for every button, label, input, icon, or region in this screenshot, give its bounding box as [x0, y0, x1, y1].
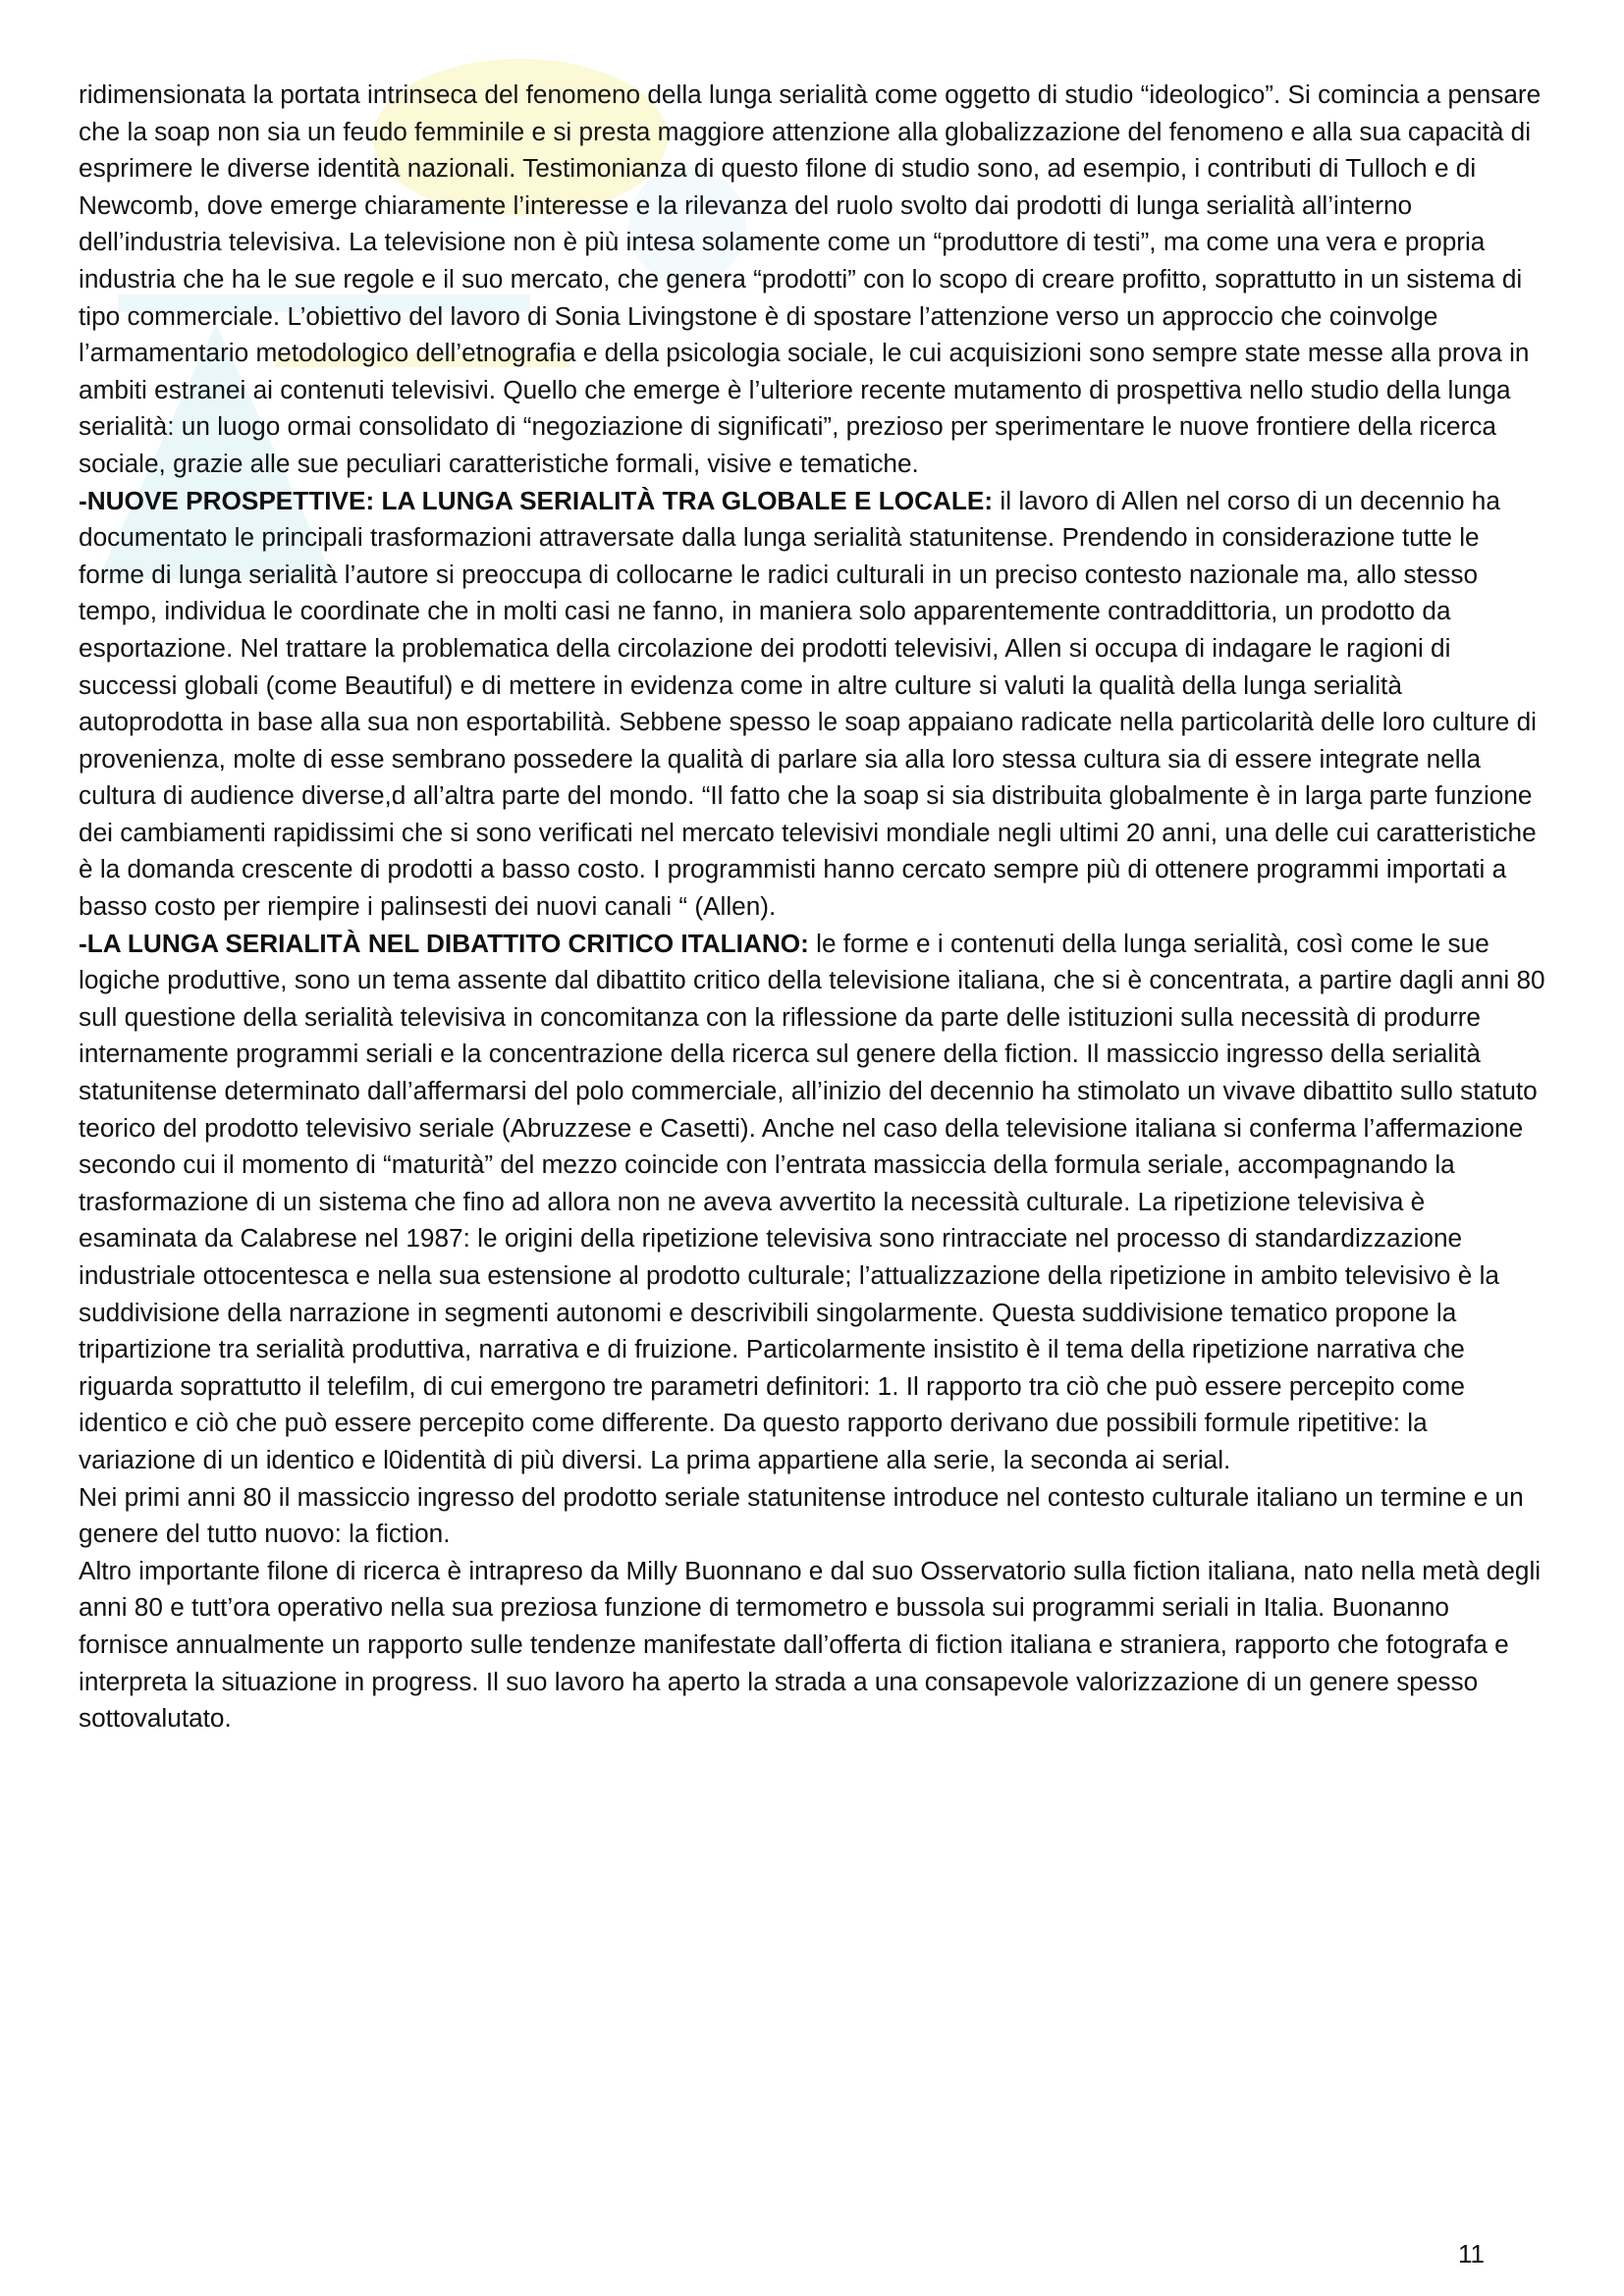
paragraph-intro	[79, 77, 1545, 483]
section-heading-dibattito-critico: -LA LUNGA SERIALITÀ NEL DIBATTITO CRITICO ITALIANO:	[79, 928, 809, 958]
document-body	[79, 77, 1545, 1737]
section-heading-nuove-prospettive: -NUOVE PROSPETTIVE: LA LUNGA SERIALITÀ TRA GLOBALE E LOCALE:	[79, 485, 994, 515]
paragraph-fiction	[79, 1479, 1545, 1553]
paragraph-dibattito-critico-text: le forme e i contenuti della lunga serialità, così come le sue logiche produttive, sono un tema assente dal dibattito critico della televisione italiana, che si è concentrata, a partire dagli anni 80 sull questione della serialità televisiva in concomitanza con la riflessione da parte delle istituzioni sulla necessità di produrre internamente programmi seriali e la concentrazione della ricerca sul genere della fiction. Il massiccio ingresso della serialità statunitense determinato dall’affermarsi del polo commerciale, all’inizio del decennio ha stimolato un vivave dibattito sullo statuto teorico del prodotto televisivo seriale (Abruzzese e Casetti). Anche nel caso della televisione italiana si conferma l’affermazione secondo cui il momento di “maturità” del mezzo coincide con l’entrata massiccia della formula seriale, accompagnando la trasformazione di un sistema che fino ad allora non ne aveva avvertito la necessità culturale. La ripetizione televisiva è esaminata da Calabrese nel 1987: le origini della ripetizione televisiva sono rintracciate nel processo di standardizzazione industriale ottocentesca e nella sua estensione al prodotto culturale; l’attualizzazione della ripetizione in ambito televisivo è la suddivisione della narrazione in segmenti autonomi e descrivibili singolarmente. Questa suddivisione tematico propone la tripartizione tra serialità produttiva, narrativa e di fruizione. Particolarmente insistito è il tema della ripetizione narrativa che riguarda soprattutto il telefilm, di cui emergono tre parametri definitori: 1. Il rapporto tra ciò che può essere percepito come identico e ciò che può essere percepito come differente. Da questo rapporto derivano due possibili formule ripetitive: la variazione di un identico e l0identità di più diversi. La prima appartiene alla serie, la seconda ai serial.	[79, 928, 1545, 1474]
paragraph-fiction-text: Nei primi anni 80 il massiccio ingresso del prodotto seriale statunitense introduce nel contesto culturale italiano un termine e un genere del tutto nuovo: la fiction.	[79, 1481, 1524, 1549]
paragraph-osservatorio	[79, 1553, 1545, 1737]
paragraph-intro-text: ridimensionata la portata intrinseca del fenomeno della lunga serialità come oggetto di studio “ideologico”. Si comincia a pensare che la soap non sia un feudo femminile e si presta maggiore attenzione alla globalizzazione del fenomeno e alla sua capacità di esprimere le diverse identità nazionali. Testimonianza di questo filone di studio sono, ad esempio, i contributi di Tulloch e di Newcomb, dove emerge chiaramente l’interesse e la rilevanza del ruolo svolto dai prodotti di lunga serialità all’interno dell’industria televisiva. La televisione non è più intesa solamente come un “produttore di testi”, ma come una vera e propria industria che ha le sue regole e il suo mercato, che genera “prodotti” con lo scopo di creare profitto, soprattutto in un sistema di tipo commerciale. L’obiettivo del lavoro di Sonia Livingstone è di spostare l’attenzione verso un approccio che coinvolge l’armamentario metodologico dell’etnografia e della psicologia sociale, le cui acquisizioni sono sempre state messe alla prova in ambiti estranei ai contenuti televisivi. Quello che emerge è l’ulteriore recente mutamento di prospettiva nello studio della lunga serialità: un luogo ormai consolidato di “negoziazione di significati”, prezioso per sperimentare le nuove frontiere della ricerca sociale, grazie alle sue peculiari caratteristiche formali, visive e tematiche.	[79, 80, 1542, 478]
paragraph-nuove-prospettive	[79, 483, 1545, 926]
paragraph-dibattito-critico	[79, 926, 1545, 1479]
paragraph-osservatorio-text: Altro importante filone di ricerca è intrapreso da Milly Buonnano e dal suo Osservatorio sulla fiction italiana, nato nella metà degli anni 80 e tutt’ora operativo nella sua preziosa funzione di termometro e bussola sui programmi seriali in Italia. Buonanno fornisce annualmente un rapporto sulle tendenze manifestate dall’offerta di fiction italiana e straniera, rapporto che fotografa e interpreta la situazione in progress. Il suo lavoro ha aperto la strada a una consapevole valorizzazione di un genere spesso sottovalutato.	[79, 1555, 1542, 1734]
paragraph-nuove-prospettive-text: il lavoro di Allen nel corso di un decennio ha documentato le principali trasformazioni attraversate dalla lunga serialità statunitense. Prendendo in considerazione tutte le forme di lunga serialità l’autore si preoccupa di collocarne le radici culturali in un preciso contesto nazionale ma, allo stesso tempo, individua le coordinate che in molti casi ne fanno, in maniera solo apparentemente contraddittoria, un prodotto da esportazione. Nel trattare la problematica della circolazione dei prodotti televisivi, Allen si occupa di indagare le ragioni di successi globali (come Beautiful) e di mettere in evidenza come in altre culture si valuti la qualità della lunga serialità autoprodotta in base alla sua non esportabilità. Sebbene spesso le soap appaiano radicate nella particolarità delle loro culture di provenienza, molte di esse sembrano possedere la qualità di parlare sia alla loro stessa cultura sia di essere integrate nella cultura di audience diverse,d all’altra parte del mondo. “Il fatto che la soap si sia distribuita globalmente è in larga parte funzione dei cambiamenti rapidissimi che si sono verificati nel mercato televisivi mondiale negli ultimi 20 anni, una delle cui caratteristiche è la domanda crescente di prodotti a basso costo. I programmisti hanno cercato sempre più di ottenere programmi importati a basso costo per riempire i palinsesti dei nuovi canali “ (Allen).	[79, 485, 1537, 922]
page-number: 11	[1458, 2239, 1485, 2269]
